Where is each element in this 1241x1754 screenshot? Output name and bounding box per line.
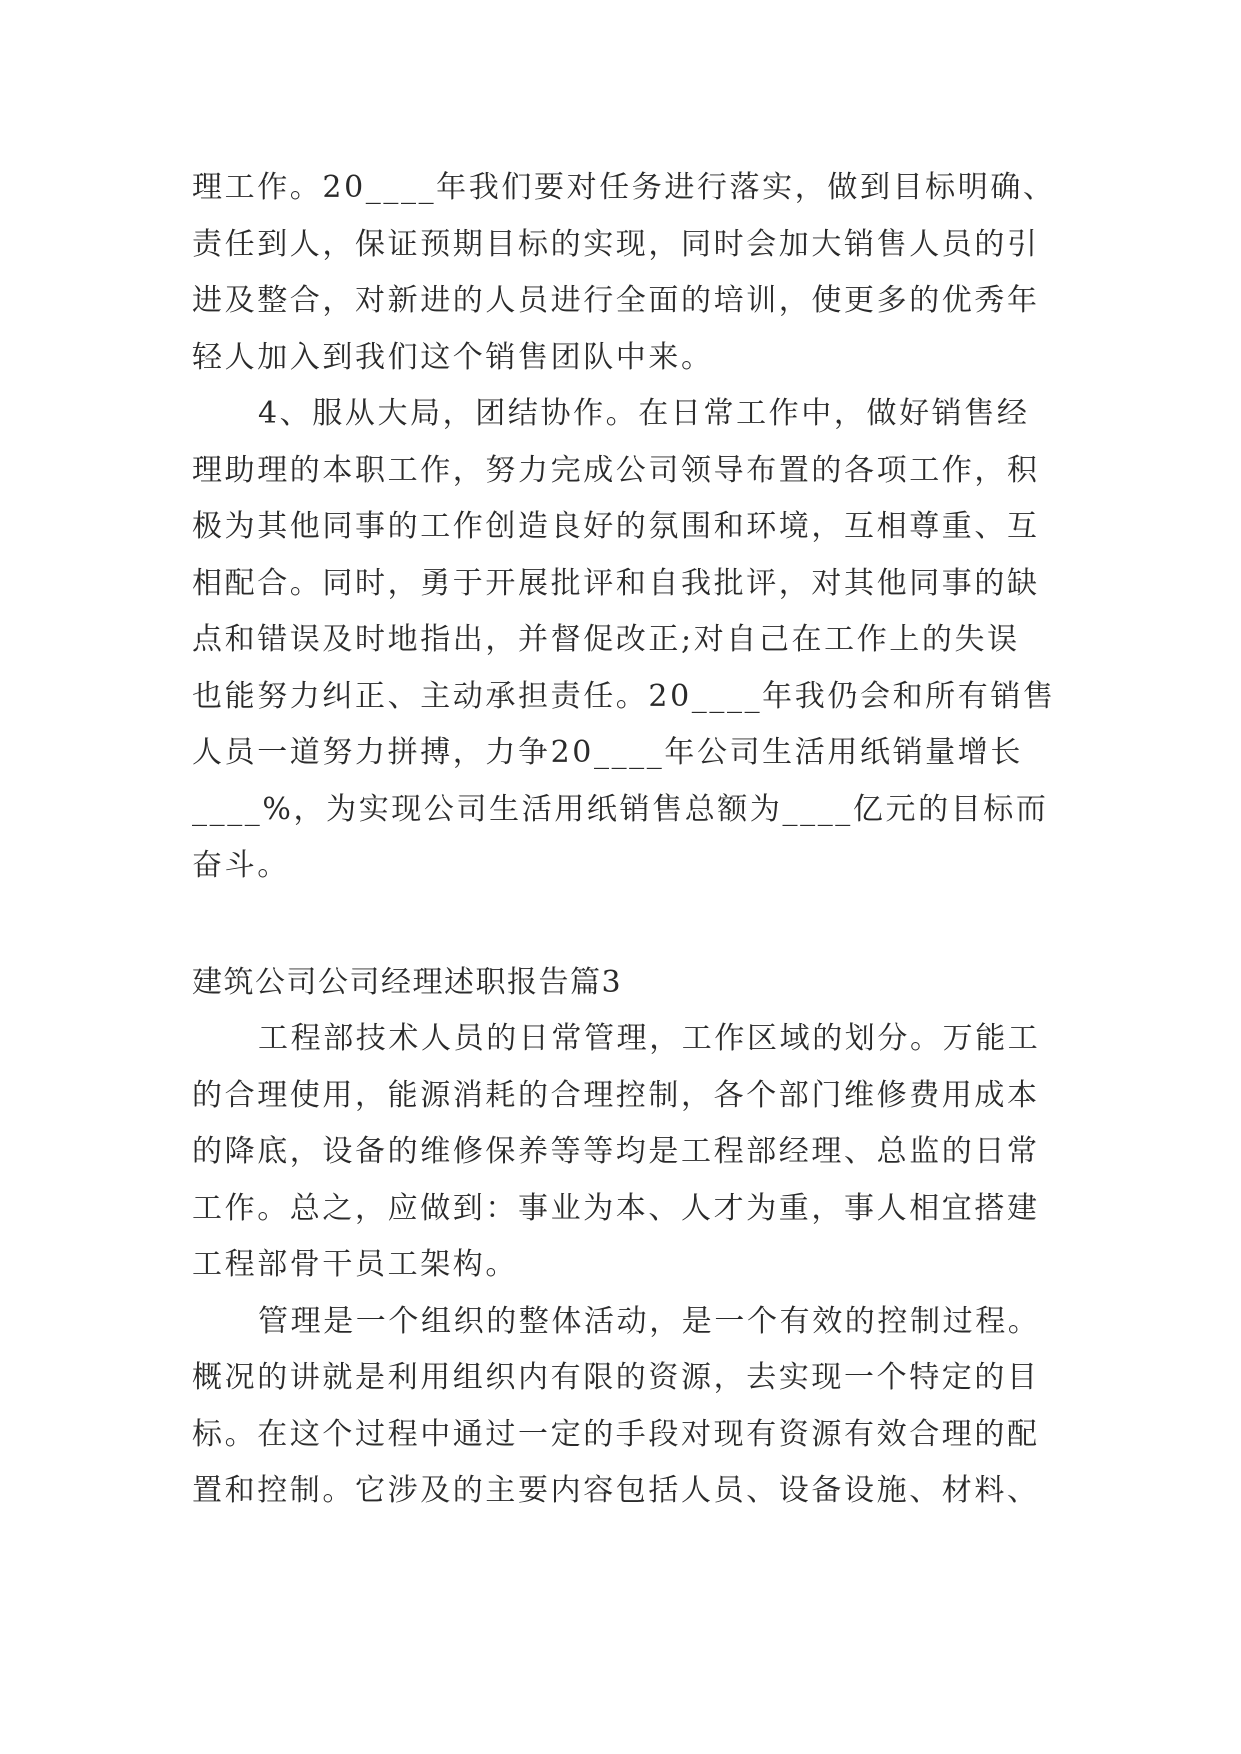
text-line: 理工作。20____年我们要对任务进行落实，做到目标明确、 xyxy=(192,170,1056,205)
section-paragraph-1 xyxy=(192,1011,1072,1294)
text-line: ____%，为实现公司生活用纸销售总额为____亿元的目标而 xyxy=(192,791,1049,827)
text-line: 责任到人，保证预期目标的实现，同时会加大销售人员的引 xyxy=(192,226,1040,262)
section-heading: 建筑公司公司经理述职报告篇3 xyxy=(192,964,623,1000)
text-line: 管理是一个组织的整体活动，是一个有效的控制过程。 xyxy=(258,1303,1041,1339)
text-line: 也能努力纠正、主动承担责任。20____年我仍会和所有销售 xyxy=(192,678,1056,714)
text-line: 进及整合，对新进的人员进行全面的培训，使更多的优秀年 xyxy=(192,283,1040,318)
text-line: 标。在这个过程中通过一定的手段对现有资源有效合理的配 xyxy=(192,1416,1040,1452)
text-line: 置和控制。它涉及的主要内容包括人员、设备设施、材料、 xyxy=(192,1473,1040,1508)
text-line: 工程部骨干员工架构。 xyxy=(192,1247,518,1282)
text-line: 的合理使用，能源消耗的合理控制，各个部门维修费用成本 xyxy=(192,1077,1040,1113)
text-line: 概况的讲就是利用组织内有限的资源，去实现一个特定的目 xyxy=(192,1360,1040,1395)
document-page xyxy=(192,160,1072,1520)
paragraph-2 xyxy=(192,386,1072,895)
text-line: 工程部技术人员的日常管理，工作区域的划分。万能工 xyxy=(258,1021,1041,1056)
text-line: 点和错误及时地指出，并督促改正;对自己在工作上的失误 xyxy=(192,622,1020,657)
paragraph-1 xyxy=(192,160,1072,386)
text-line: 理助理的本职工作，努力完成公司领导布置的各项工作，积 xyxy=(192,452,1040,488)
text-line: 相配合。同时，勇于开展批评和自我批评，对其他同事的缺 xyxy=(192,565,1040,601)
text-line: 轻人加入到我们这个销售团队中来。 xyxy=(192,339,714,375)
section-paragraph-2 xyxy=(192,1294,1072,1520)
text-line: 的降底，设备的维修保养等等均是工程部经理、总监的日常 xyxy=(192,1134,1040,1169)
text-line: 极为其他同事的工作创造良好的氛围和环境，互相尊重、互 xyxy=(192,509,1040,544)
text-line: 工作。总之，应做到：事业为本、人才为重，事人相宜搭建 xyxy=(192,1190,1040,1226)
text-line: 人员一道努力拼搏，力争20____年公司生活用纸销量增长 xyxy=(192,735,1023,770)
text-line: 奋斗。 xyxy=(192,848,290,883)
section-spacer xyxy=(192,895,1072,955)
text-line: 4、服从大局，团结协作。在日常工作中，做好销售经 xyxy=(258,396,1030,431)
